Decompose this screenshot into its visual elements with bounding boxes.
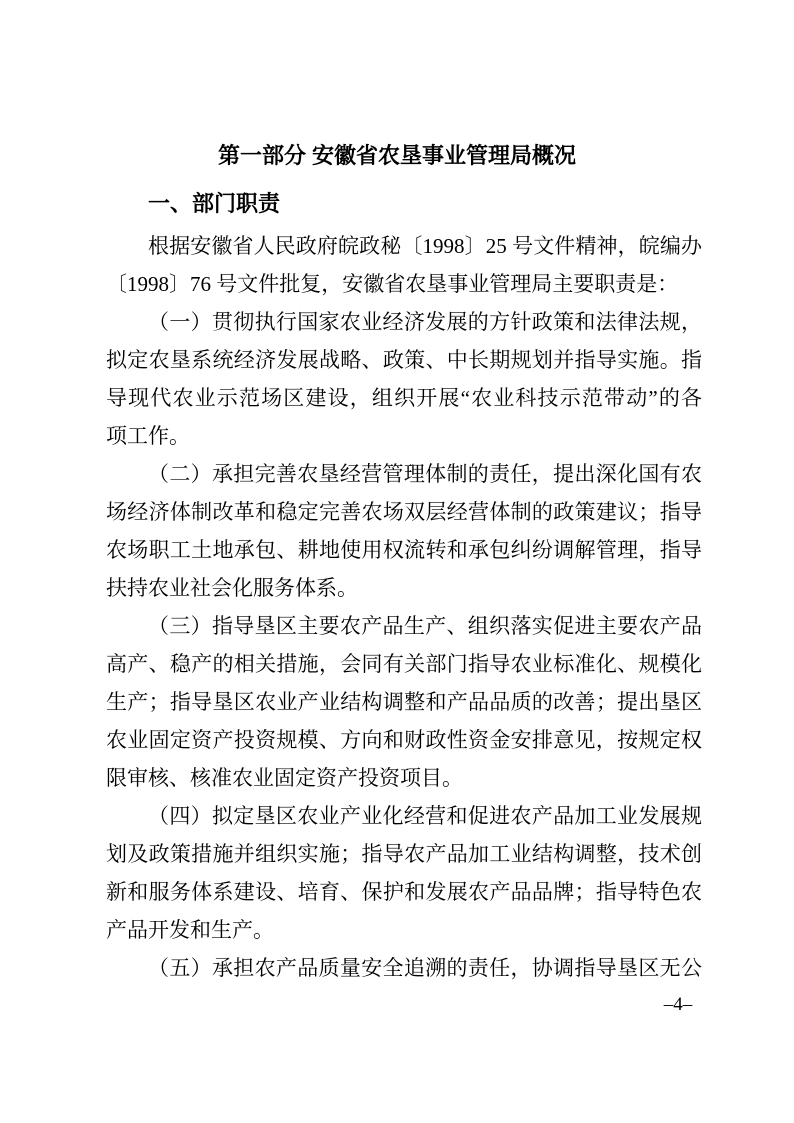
section-heading: 一、部门职责 — [148, 191, 281, 216]
body-line: 生产；指导垦区农业产业结构调整和产品品质的改善；提出垦区 — [106, 690, 702, 714]
document-body — [106, 227, 702, 987]
body-line: 根据安徽省人民政府皖政秘〔1998〕25 号文件精神，皖编办 — [148, 234, 702, 258]
body-line: 产品开发和生产。 — [106, 918, 274, 942]
body-line: 项工作。 — [106, 424, 190, 448]
body-line: 拟定农垦系统经济发展战略、政策、中长期规划并指导实施。指 — [106, 348, 702, 372]
body-line: 农业固定资产投资规模、方向和财政性资金安排意见，按规定权 — [106, 728, 702, 752]
body-line: 扶持农业社会化服务体系。 — [106, 576, 358, 600]
body-line: 〔1998〕76 号文件批复，安徽省农垦事业管理局主要职责是： — [106, 272, 679, 296]
body-line: （五）承担农产品质量安全追溯的责任，协调指导垦区无公 — [148, 956, 702, 980]
body-line: （一）贯彻执行国家农业经济发展的方针政策和法律法规， — [148, 310, 702, 334]
body-line: 划及政策措施并组织实施；指导农产品加工业结构调整，技术创 — [106, 842, 702, 866]
body-line: 导现代农业示范场区建设，组织开展“农业科技示范带动”的各 — [106, 386, 702, 410]
body-line: 高产、稳产的相关措施，会同有关部门指导农业标准化、规模化 — [106, 652, 702, 676]
body-line: 新和服务体系建设、培育、保护和发展农产品品牌；指导特色农 — [106, 880, 702, 904]
body-line: （四）拟定垦区农业产业化经营和促进农产品加工业发展规 — [148, 804, 702, 828]
body-line: 农场职工土地承包、耕地使用权流转和承包纠纷调解管理，指导 — [106, 538, 702, 562]
body-line: 限审核、核准农业固定资产投资项目。 — [106, 766, 463, 790]
body-line: 场经济体制改革和稳定完善农场双层经营体制的政策建议；指导 — [106, 500, 702, 524]
document-title: 第一部分 安徽省农垦事业管理局概况 — [217, 143, 577, 168]
body-line: （三）指导垦区主要农产品生产、组织落实促进主要农产品 — [148, 614, 702, 638]
page-number: –4– — [663, 994, 693, 1015]
body-line: （二）承担完善农垦经营管理体制的责任，提出深化国有农 — [148, 462, 702, 486]
